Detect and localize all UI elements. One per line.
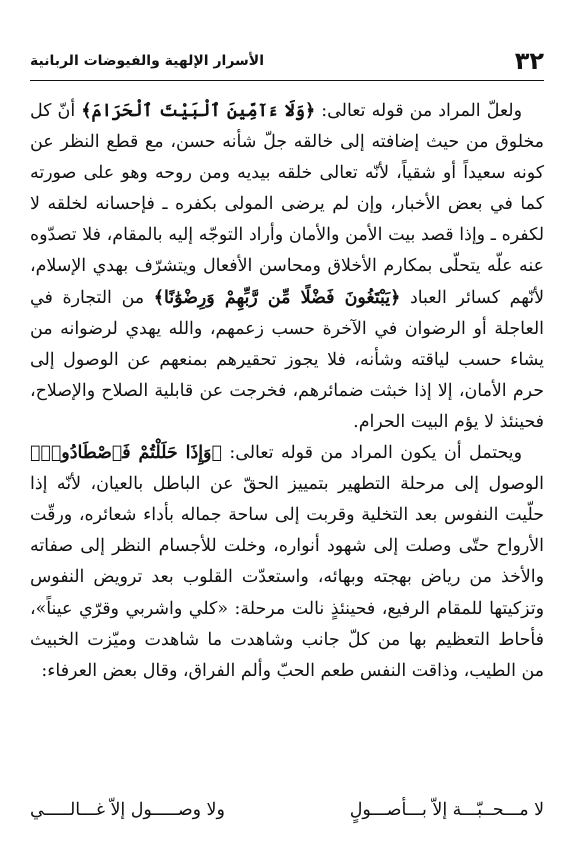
poetry-right-hemistich: لا مـــحــبّـــة إلاّ بـــأصـــولٍ	[349, 800, 544, 820]
text-segment: ويحتمل أن يكون المراد من قوله تعالى:	[221, 443, 522, 464]
running-title: الأسرار الإلهية والفيوضات الربانية	[30, 53, 265, 69]
paragraph	[30, 96, 544, 438]
body-text	[30, 96, 544, 687]
text-segment: من التجارة في العاجلة أو الرضوان في الآخرة حسب زعمهم، والله يهدي لرضوانه من يشاء حسب لياقته وشأنه، فلا يجوز تحقيرهم بمنعهم عن الوصول إلى حرم الأمان، إلا إذا خبثت ضمائرهم، فخرجت عن قابلية الصلاح والإصلاح، فحينئذ لا يؤم البيت الحرام.	[30, 287, 544, 432]
poetry-verse	[30, 800, 544, 820]
paragraph	[30, 438, 544, 687]
text-segment: الوصول إلى مرحلة التطهير بتمييز الحقّ عن الباطل بالعيان، لأنّه إذا حلّيت النفوس بعد التخلية وقربت إلى ساحة جماله بأداء شعائره، ورقّت الأرواح حتّى وصلت إلى شهود أنواره، وخلت للأجسام النظر إلى صفاته والأخذ من رياض بهجته وبهائه، واستعدّت القلوب بعد ترويض النفوس وتزكيتها للمقام الرفيع، فحينئذٍ نالت مرحلة: «كلي واشربي وقرّي عيناً»، فأحاط التعظيم بها من كلّ جانب وشاهدت ما شاهدت وميّزت الخبيث من الطيب، وذاقت النفس طعم الحبّ وألم الفراق، وقال بعض العرفاء:	[30, 474, 544, 681]
text-segment: أنّ كل مخلوق من حيث إضافته إلى خالقه جلّ شأنه حسن، مع قطع النظر عن كونه سعيداً أو شقياً، لأنّه تعالى خلقه بيديه ومن روحه وهو على صورته كما في بعض الأخبار، وإن لم يرضى المولى بكفره ـ فإحسانه لخلقه لا لكفره ـ وإذا قصد بيت الأمن والأمان وأراد التوجّه إليه بالمقام، فلا تصدّوه عنه علّه يتحلّى بمكارم الأخلاق ومحاسن الأفعال ويتشرّف بهدي الإسلام، لأنّهم كسائر العباد	[30, 101, 544, 308]
page-header	[30, 46, 544, 76]
header-rule	[30, 80, 544, 81]
page-number: ٣٢	[514, 47, 544, 75]
quran-verse: ﴿يَبْتَغُونَ فَضْلًا مِّن رَّبِّهِمْ وَرِضْوَٰنًا﴾	[153, 287, 401, 308]
quran-verse: ﴿وَلَا ءَآمِّينَ ٱلْبَيْتَ ٱلْحَرَامَ﴾	[81, 101, 316, 121]
poetry-left-hemistich: ولا وصـــــول إلاّ غـــالـــــي	[30, 800, 225, 820]
quran-verse: ﴿وَإِذَا حَلَلْتُمْ فَٱصْطَادُوا۟﴾	[30, 443, 222, 464]
text-segment: ولعلّ المراد من قوله تعالى:	[315, 101, 523, 121]
